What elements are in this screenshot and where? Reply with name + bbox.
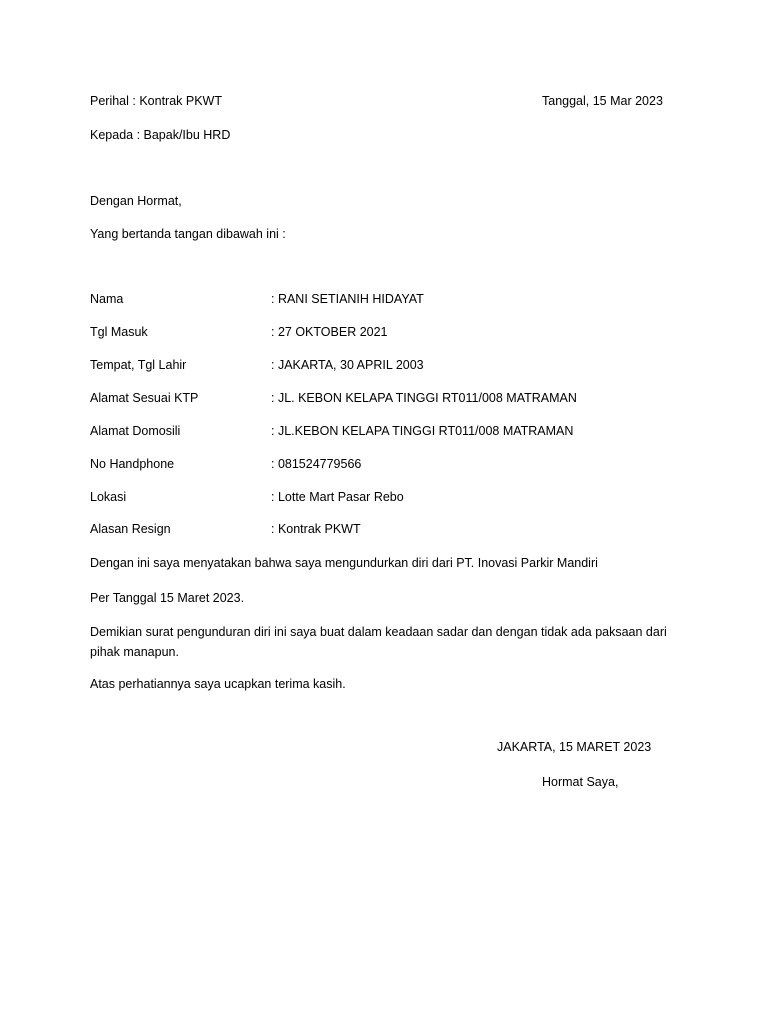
subject-line: Perihal : Kontrak PKWT [90, 94, 222, 108]
letter-date: Tanggal, 15 Mar 2023 [542, 94, 663, 108]
field-label-nama: Nama [90, 292, 124, 306]
field-label-lokasi: Lokasi [90, 490, 127, 504]
field-label-tempat-tgl-lahir: Tempat, Tgl Lahir [90, 358, 187, 372]
field-value-tgl-masuk: : 27 OKTOBER 2021 [271, 325, 388, 339]
effective-date-line: Per Tanggal 15 Maret 2023. [90, 591, 245, 605]
thanks-line: Atas perhatiannya saya ucapkan terima kasih. [90, 677, 346, 691]
field-label-no-handphone: No Handphone [90, 457, 175, 471]
salutation: Dengan Hormat, [90, 194, 182, 208]
field-label-alamat-domisili: Alamat Domosili [90, 424, 181, 438]
recipient-line: Kepada : Bapak/Ibu HRD [90, 128, 231, 142]
declaration-paragraph: Demikian surat pengunduran diri ini saya buat dalam keadaan sadar dan dengan tidak ada paksaan dari pihak manapun. [90, 625, 667, 659]
field-value-alasan-resign: : Kontrak PKWT [271, 522, 361, 536]
field-value-alamat-ktp: : JL. KEBON KELAPA TINGGI RT011/008 MATRAMAN [271, 391, 577, 405]
field-label-tgl-masuk: Tgl Masuk [90, 325, 148, 339]
field-label-alamat-ktp: Alamat Sesuai KTP [90, 391, 199, 405]
resignation-statement: Dengan ini saya menyatakan bahwa saya mengundurkan diri dari PT. Inovasi Parkir Mandiri [90, 556, 598, 570]
field-value-lokasi: : Lotte Mart Pasar Rebo [271, 490, 404, 504]
field-value-tempat-tgl-lahir: : JAKARTA, 30 APRIL 2003 [271, 358, 424, 372]
field-value-no-handphone: : 081524779566 [271, 457, 362, 471]
signature-regards: Hormat Saya, [542, 775, 619, 789]
field-value-alamat-domisili: : JL.KEBON KELAPA TINGGI RT011/008 MATRAMAN [271, 424, 574, 438]
signature-place-date: JAKARTA, 15 MARET 2023 [497, 740, 652, 754]
field-value-nama: : RANI SETIANIH HIDAYAT [271, 292, 424, 306]
field-label-alasan-resign: Alasan Resign [90, 522, 171, 536]
intro-line: Yang bertanda tangan dibawah ini : [90, 227, 286, 241]
